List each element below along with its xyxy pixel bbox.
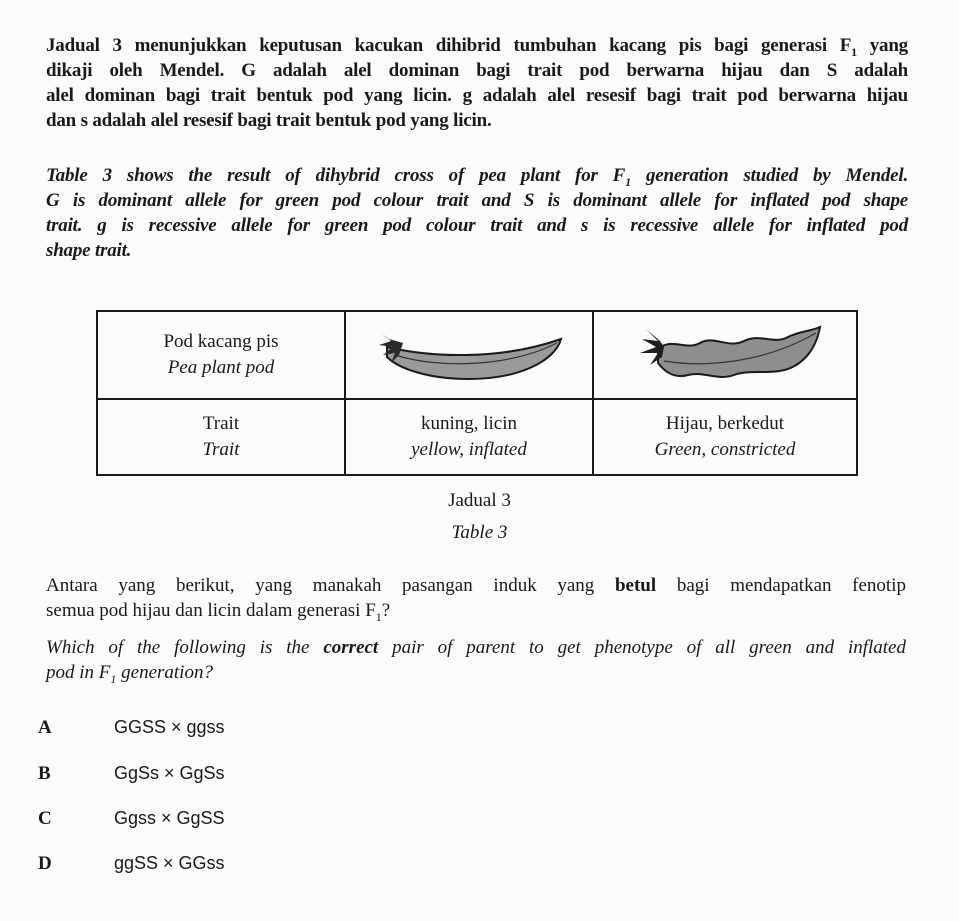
pod-image-cell-2 bbox=[593, 311, 857, 399]
pod-header-malay: Pod kacang pis bbox=[163, 331, 279, 352]
question-english bbox=[46, 635, 906, 685]
intro-english-line-1: Table 3 shows the result of dihybrid cross of pea plant for $F_1$ generation studied by Mendel. bbox=[46, 165, 908, 189]
option-d-letter: D bbox=[38, 853, 52, 874]
option-c-text: Ggss × GgSS bbox=[114, 808, 225, 828]
green-constricted-pea-pod bbox=[620, 319, 830, 385]
trait-header-cell bbox=[97, 399, 345, 475]
option-a-text: GGSS × ggss bbox=[114, 717, 225, 737]
trait-label-english: Trait bbox=[202, 439, 240, 460]
intro-malay-line-3: alel dominan bagi trait bentuk pod yang licin. g adalah alel resesif bagi trait pod berwarna hijau bbox=[46, 85, 908, 106]
option-b-text: GgSs × GgSs bbox=[114, 763, 225, 783]
question-malay-line-1: Antara yang berikut, yang manakah pasangan induk yang betul bagi mendapatkan fenotip bbox=[46, 575, 906, 596]
pod-header-english: Pea plant pod bbox=[167, 357, 275, 378]
caption-malay: Jadual 3 bbox=[448, 490, 511, 511]
table-row-pod bbox=[97, 311, 857, 399]
question-malay-line-2: semua pod hijau dan licin dalam generasi $F_1$? bbox=[46, 600, 391, 624]
question-english-line-2: pod in $F_1$ generation? bbox=[46, 662, 213, 686]
intro-english bbox=[46, 163, 908, 263]
option-c-letter: C bbox=[38, 808, 52, 829]
question-english-line-1: Which of the following is the correct pair of parent to get phenotype of all green and inflated bbox=[46, 637, 906, 658]
trait-label-malay: Trait bbox=[202, 413, 240, 434]
intro-english-line-4: shape trait. bbox=[46, 240, 132, 261]
trait-cell-1 bbox=[345, 399, 593, 475]
intro-english-line-2: G is dominant allele for green pod colour trait and S is dominant allele for inflated pod shape bbox=[46, 190, 908, 211]
caption-english: Table 3 bbox=[451, 522, 508, 543]
option-b-letter: B bbox=[38, 763, 51, 784]
trait-1-malay: kuning, licin bbox=[420, 413, 518, 434]
intro-malay-line-1: Jadual 3 menunjukkan keputusan kacukan dihibrid tumbuhan kacang pis bagi generasi $F_1$ yang bbox=[46, 35, 908, 59]
trait-1-english: yellow, inflated bbox=[411, 439, 527, 460]
table-3 bbox=[96, 310, 858, 476]
trait-2-english: Green, constricted bbox=[654, 439, 796, 460]
option-d-text: ggSS × GGss bbox=[114, 853, 225, 873]
question-malay bbox=[46, 573, 906, 623]
trait-cell-2 bbox=[593, 399, 857, 475]
pod-header-cell bbox=[97, 311, 345, 399]
intro-malay-line-2: dikaji oleh Mendel. G adalah alel dominan bagi trait pod berwarna hijau dan S adalah bbox=[46, 60, 908, 81]
intro-malay bbox=[46, 33, 908, 133]
intro-english-line-3: trait. g is recessive allele for green pod colour trait and s is recessive allele for inflated pod bbox=[46, 215, 908, 236]
pod-image-cell-1 bbox=[345, 311, 593, 399]
intro-malay-line-4: dan s adalah alel resesif bagi trait bentuk pod yang licin. bbox=[46, 110, 492, 131]
trait-2-malay: Hijau, berkedut bbox=[665, 413, 785, 434]
option-a-letter: A bbox=[38, 717, 52, 738]
yellow-inflated-pea-pod bbox=[369, 321, 569, 383]
table-row-trait bbox=[97, 399, 857, 475]
